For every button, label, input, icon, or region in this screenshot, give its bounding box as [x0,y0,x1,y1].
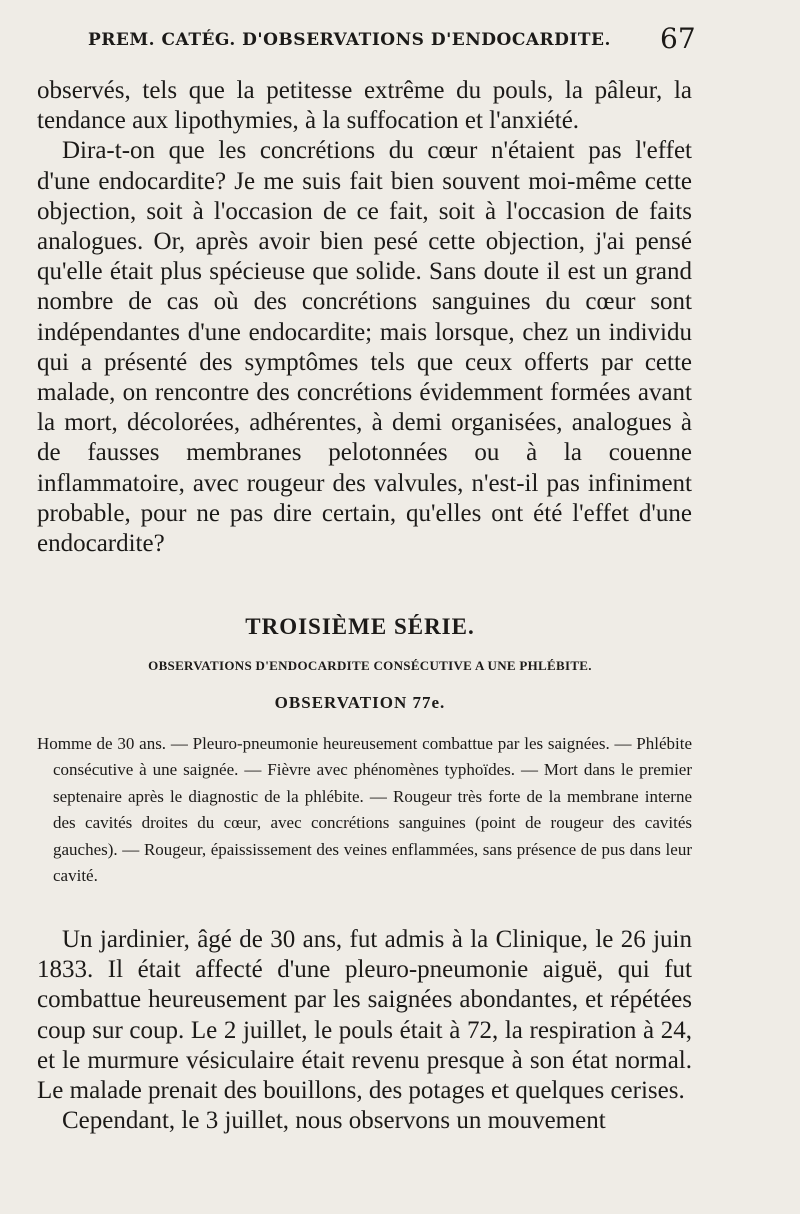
paragraph-objection: Dira-t-on que les concrétions du cœur n'étaient pas l'effet d'une endocardite? Je me suis fait bien souvent moi-même cette objection, soit à l'occasion de ce fait, soit à l'occasion de faits analogues. Or, après avoir bien pesé cette objection, j'ai pensé qu'elle était plus spécieuse que solide. Sans doute il est un grand nombre de cas où des concrétions sanguines du cœur sont indépendantes d'une endocardite; mais lorsque, chez un individu qui a présenté des symptômes tels que ceux offerts par cette malade, on rencontre des concrétions évidemment formées avant la mort, décolorées, adhérentes, à demi organisées, analogues à de fausses membranes pelotonnées ou à la couenne inflammatoire, avec rougeur des valvules, n'est-il pas infiniment probable, pour ne pas dire certain, qu'elles ont été l'effet d'une endocardite? [37,137,692,558]
paragraph-case-next: Cependant, le 3 juillet, nous observons un mouvement [62,1107,606,1135]
series-subtitle: OBSERVATIONS D'ENDOCARDITE CONSÉCUTIVE A UNE PHLÉBITE. [148,658,592,673]
observation-summary: Homme de 30 ans. — Pleuro-pneumonie heureusement combattue par les saignées. — Phlébite consécutive à une saignée. — Fièvre avec phénomènes typhoïdes. — Mort dans le premier septenaire après le diagnostic de la phlébite. — Rougeur très forte de la membrane interne des cavités droites du cœur, avec concrétions sanguines (point de rougeur des cavités gauches). — Rougeur, épaississement des veines enflammées, sans présence de pus dans leur cavité. [37,734,692,886]
case-text [37,925,692,1136]
page-number: 67 [660,22,696,55]
observation-title: OBSERVATION 77e. [274,693,446,712]
paragraph-case-intro: Un jardinier, âgé de 30 ans, fut admis à la Clinique, le 26 juin 1833. Il était affecté d'une pleuro-pneumonie aiguë, qui fut combattue heureusement par les saignées abondantes, et répétées coup sur coup. Le 2 juillet, le pouls était à 72, la respiration à 24, et le murmure vésiculaire était revenu presque à son état normal. Le malade prenait des bouillons, des potages et quelques cerises. [37,926,692,1105]
body-text [37,76,692,559]
running-head: PREM. CATÉG. D'OBSERVATIONS D'ENDOCARDITE. [88,30,611,50]
series-title: TROISIÈME SÉRIE. [245,614,475,639]
paragraph-continuation: observés, tels que la petitesse extrême du pouls, la pâleur, la tendance aux lipothymies, à la suffocation et l'anxiété. [37,77,692,135]
